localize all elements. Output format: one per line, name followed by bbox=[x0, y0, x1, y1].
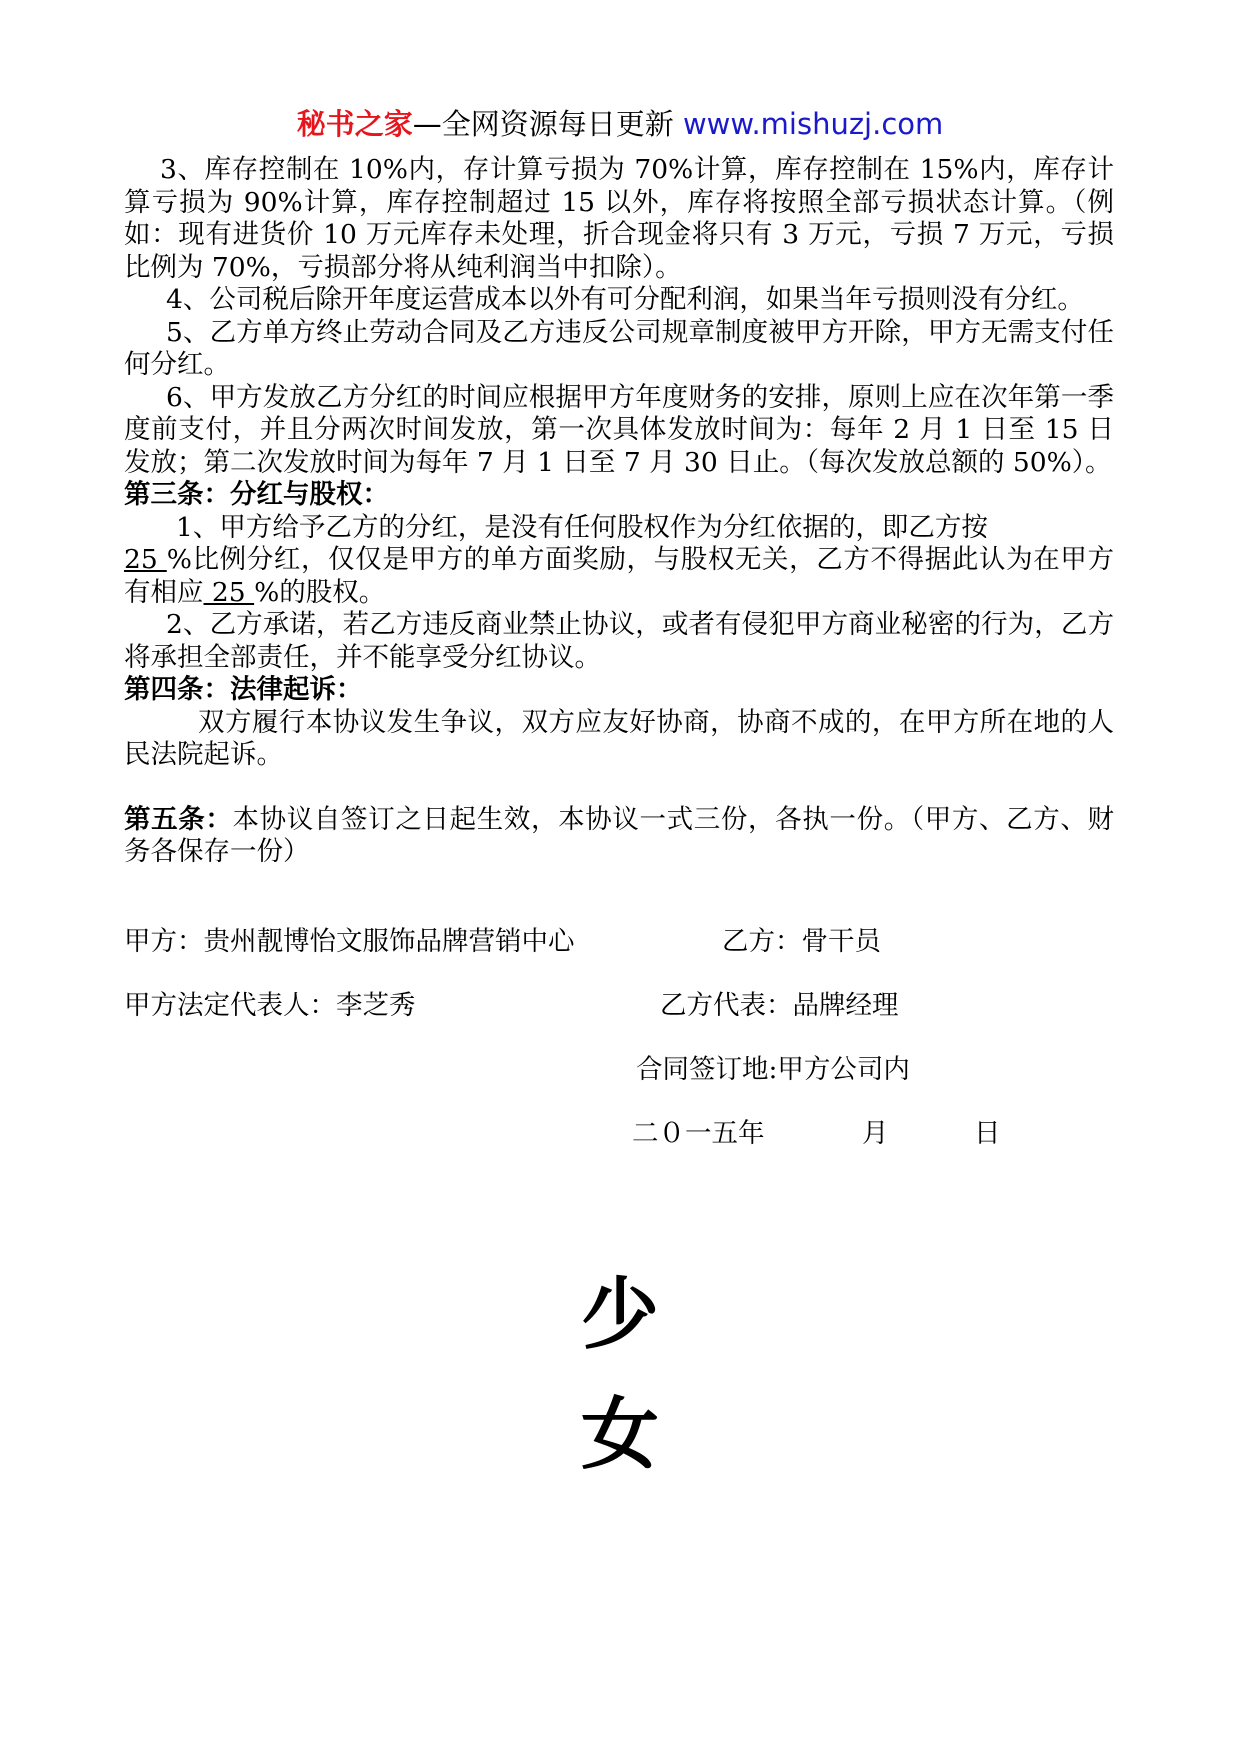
document-body bbox=[124, 154, 1114, 869]
article-3-heading: 第三条：分红与股权： bbox=[124, 479, 389, 510]
site-brand: 秘书之家 bbox=[296, 107, 413, 141]
signing-date-month: 月 bbox=[862, 1118, 889, 1149]
site-url-link[interactable]: www.mishuzj.com bbox=[682, 107, 944, 141]
dividend-percent-field: 25 bbox=[124, 544, 167, 575]
article-5 bbox=[124, 804, 1114, 869]
clause-6-text: 6、甲方发放乙方分红的时间应根据甲方年度财务的安排，原则上应在次年第一季度前支付，并且分两次时间发放，第一次具体发放时间为：每年 2 月 1 日至 15 日发放；第二次发放时间为每年 7 月 1 日至 7 月 30 日止。（每次发放总额的 50%）。 bbox=[124, 381, 1114, 478]
large-character-1: 少 bbox=[580, 1270, 659, 1360]
site-header bbox=[0, 104, 1240, 144]
site-tagline: —全网资源每日更新 bbox=[412, 107, 683, 141]
blank-line bbox=[124, 772, 1114, 804]
clause-5 bbox=[124, 317, 1114, 382]
large-character-2: 女 bbox=[580, 1390, 659, 1480]
article-3-item-1-text-c: %的股权。 bbox=[254, 576, 386, 608]
article-5-body: 本协议自签订之日起生效，本协议一式三份，各执一份。（甲方、乙方、财务各保存一份） bbox=[124, 803, 1115, 867]
party-a-representative: 甲方法定代表人：李芝秀 bbox=[124, 990, 416, 1021]
article-5-heading: 第五条： bbox=[124, 803, 233, 835]
article-3-item-2 bbox=[124, 609, 1114, 674]
party-a: 甲方：贵州靓博怡文服饰品牌营销中心 bbox=[124, 926, 575, 957]
equity-percent-field: 25 bbox=[203, 576, 255, 608]
party-b: 乙方：骨干员 bbox=[722, 926, 881, 957]
clause-4 bbox=[124, 284, 1114, 317]
clause-4-text: 4、公司税后除开年度运营成本以外有可分配利润，如果当年亏损则没有分红。 bbox=[166, 284, 1084, 315]
party-b-representative: 乙方代表：品牌经理 bbox=[660, 990, 899, 1021]
signing-date-year: 二０一五年 bbox=[632, 1118, 765, 1149]
article-4-body: 双方履行本协议发生争议，双方应友好协商，协商不成的，在甲方所在地的人民法院起诉。 bbox=[124, 706, 1114, 770]
article-3-item-2-text: 2、乙方承诺，若乙方违反商业禁止协议，或者有侵犯甲方商业秘密的行为，乙方将承担全部责任，并不能享受分红协议。 bbox=[124, 609, 1114, 673]
article-3-item-1-text-b: %比例分红，仅仅是甲方的单方面奖励，与股权无关，乙方不得据此认为在甲方有相应 bbox=[124, 544, 1114, 608]
article-4-heading: 第四条：法律起诉： bbox=[124, 674, 363, 705]
clause-5-text: 5、乙方单方终止劳动合同及乙方违反公司规章制度被甲方开除，甲方无需支付任何分红。 bbox=[124, 316, 1114, 380]
article-3-item-1-text-a: 1、甲方给予乙方的分红，是没有任何股权作为分红依据的，即乙方按 bbox=[176, 511, 988, 543]
signing-date-day: 日 bbox=[974, 1118, 1001, 1149]
signing-place: 合同签订地:甲方公司内 bbox=[636, 1054, 910, 1085]
article-3-item-1 bbox=[124, 512, 1114, 610]
clause-3-text: 3、库存控制在 10%内，存计算亏损为 70%计算，库存控制在 15%内，库存计算亏损为 90%计算，库存控制超过 15 以外，库存将按照全部亏损状态计算。（例如：现有进货价 10 万元库存未处理，折合现金将只有 3 万元，亏损 7 万元，亏损比例为 70%，亏损部分将从纯利润当中扣除）。 bbox=[124, 154, 1114, 283]
clause-3 bbox=[124, 154, 1114, 284]
article-4-text bbox=[124, 707, 1114, 772]
clause-6 bbox=[124, 382, 1114, 480]
